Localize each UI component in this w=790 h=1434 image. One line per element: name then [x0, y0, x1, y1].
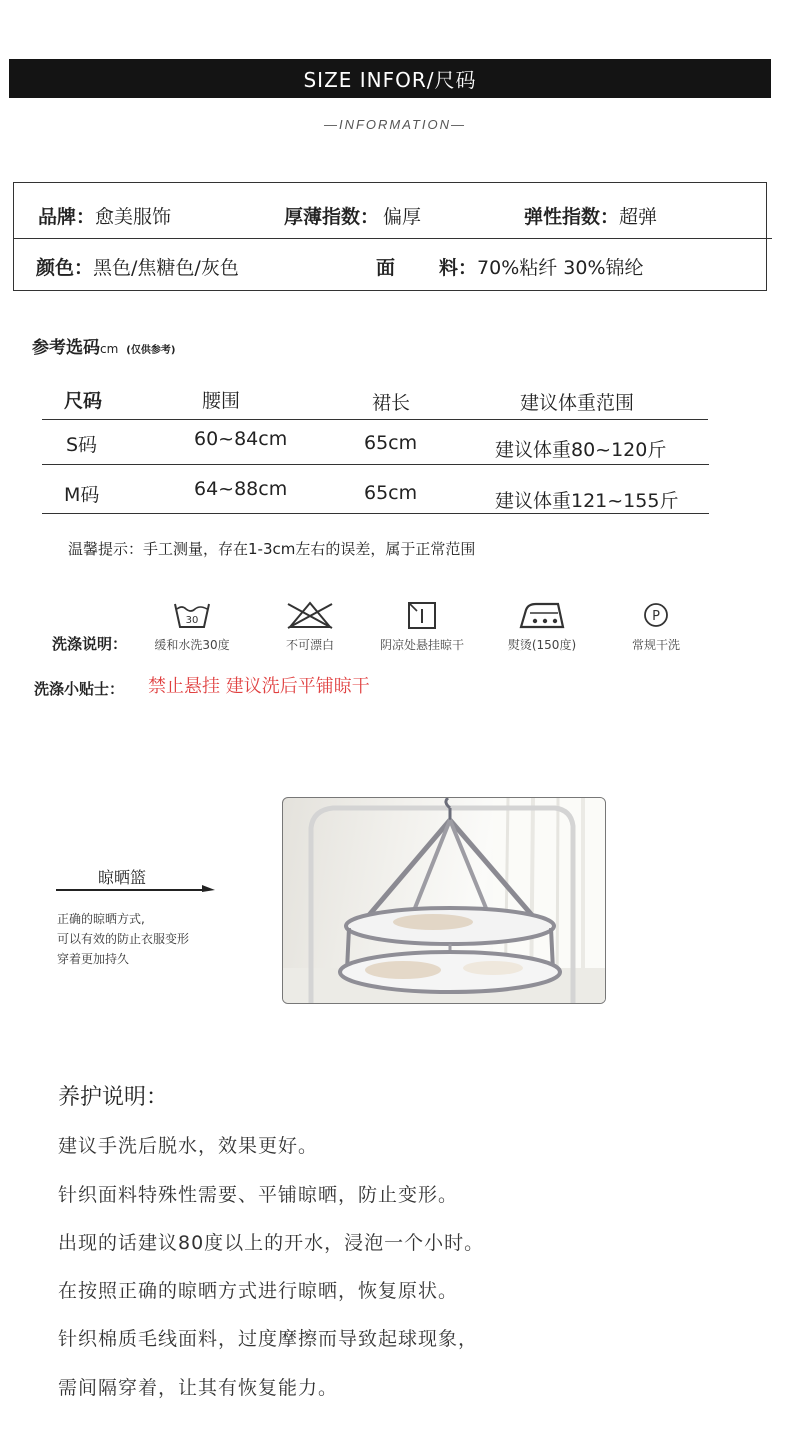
iron-icon — [518, 600, 566, 630]
fabric-key-1: 面 — [376, 257, 396, 279]
header-size: 尺码 — [64, 390, 103, 412]
row-line — [42, 513, 709, 514]
size-ref-unit: cm — [100, 342, 119, 356]
rack-desc-line: 穿着更加持久 — [57, 952, 130, 966]
wash-item-hang-dry — [362, 600, 482, 653]
fabric-key-2: 料： — [439, 257, 478, 279]
dry-clean-icon — [641, 600, 671, 630]
wash-item-no-bleach — [250, 600, 370, 653]
info-divider-tick — [766, 238, 772, 239]
rack-description — [57, 909, 189, 969]
size-ref-title — [32, 333, 175, 358]
rack-desc-line: 正确的晾晒方式, — [57, 912, 145, 926]
care-line: 针织棉质毛线面料，过度摩擦而导致起球现象， — [58, 1328, 479, 1350]
info-divider — [14, 238, 766, 239]
row-weight: 建议体重80~120斤 — [495, 439, 667, 461]
care-line: 建议手洗后脱水，效果更好。 — [58, 1135, 319, 1157]
product-info-box — [13, 182, 767, 291]
drying-rack-photo — [282, 797, 606, 1004]
fabric-value: 70%粘纤 30%锦纶 — [477, 257, 644, 279]
size-ref-label: 参考选码 — [32, 338, 100, 358]
rack-desc-line: 可以有效的防止衣服变形 — [57, 932, 190, 946]
wash-tips-text: 禁止悬挂 建议洗后平铺晾干 — [148, 676, 370, 697]
size-ref-note: (仅供参考) — [126, 345, 176, 356]
header-bar — [9, 59, 771, 98]
row-length: 65cm — [364, 432, 418, 454]
row-length: 65cm — [364, 482, 418, 504]
header-length: 裙长 — [372, 392, 411, 414]
no-bleach-icon — [285, 600, 335, 630]
dry-clean-letter: P — [652, 609, 660, 624]
color-value: 黑色/焦糖色/灰色 — [93, 257, 239, 279]
hang-dry-shade-icon — [407, 600, 437, 630]
fabric-field — [376, 253, 644, 280]
washing-label: 洗涤说明： — [52, 635, 128, 653]
wash-caption: 常规干洗 — [631, 638, 680, 652]
row-waist: 64~88cm — [194, 478, 288, 500]
measurement-tip: 温馨提示：手工测量，存在1-3cm左右的误差，属于正常范围 — [68, 540, 476, 558]
color-key: 颜色： — [36, 257, 94, 279]
row-weight: 建议体重121~155斤 — [495, 490, 679, 512]
brand-value: 愈美服饰 — [95, 206, 172, 228]
thickness-key: 厚薄指数： — [284, 206, 380, 228]
care-line: 在按照正确的晾晒方式进行晾晒，恢复原状。 — [58, 1280, 459, 1302]
wash-temp-text: 30 — [185, 615, 199, 626]
wash-caption: 阴凉处悬挂晾干 — [379, 638, 464, 652]
wash-item-30 — [132, 600, 252, 653]
table-row — [42, 465, 709, 514]
wash-caption: 缓和水洗30度 — [154, 638, 230, 652]
rack-title: 晾晒篮 — [98, 868, 147, 887]
care-title: 养护说明： — [58, 1085, 169, 1110]
wash-caption: 熨烫(150度) — [507, 638, 577, 652]
elastic-key: 弹性指数： — [524, 206, 620, 228]
care-line: 需间隔穿着，让其有恢复能力。 — [58, 1377, 339, 1399]
elastic-field — [524, 202, 657, 229]
drying-rack-illustration — [283, 798, 606, 1004]
header-waist: 腰围 — [202, 390, 241, 412]
care-line: 出现的话建议80度以上的开水，浸泡一个小时。 — [58, 1232, 485, 1254]
care-line: 针织面料特殊性需要、平铺晾晒，防止变形。 — [58, 1184, 459, 1206]
thickness-value: 偏厚 — [383, 206, 422, 228]
thickness-field — [284, 202, 421, 229]
row-size: M码 — [64, 484, 100, 506]
arrow-right-icon — [56, 884, 216, 896]
brand-field — [38, 202, 171, 229]
wash-tips-label: 洗涤小贴士： — [34, 680, 125, 698]
wash-30-icon — [173, 600, 211, 630]
color-field — [36, 253, 239, 280]
wash-caption: 不可漂白 — [285, 638, 334, 652]
row-size: S码 — [66, 434, 98, 456]
brand-key: 品牌： — [38, 206, 96, 228]
elastic-value: 超弹 — [619, 206, 658, 228]
table-row — [42, 420, 709, 465]
row-waist: 60~84cm — [194, 428, 288, 450]
page-title: SIZE INFOR/尺码 — [303, 68, 477, 92]
size-table-header — [42, 380, 709, 420]
header-weight: 建议体重范围 — [520, 392, 635, 414]
wash-item-dry-clean — [596, 600, 716, 653]
wash-item-iron — [482, 600, 602, 653]
subtitle: —INFORMATION— — [323, 117, 467, 132]
